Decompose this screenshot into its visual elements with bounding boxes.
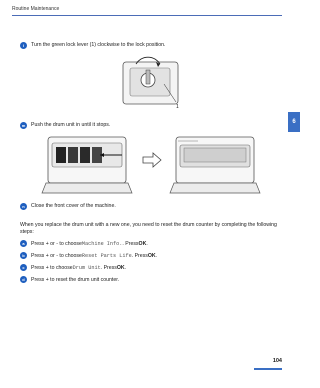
chapter-tab: 6 (288, 112, 300, 132)
step-text: Push the drum unit in until it stops. (31, 122, 111, 128)
step-text-post: . (155, 252, 158, 259)
menu-option: Drum Unit (72, 264, 101, 271)
step-text-mid: . Press (122, 240, 139, 247)
reset-counter-intro: When you replace the drum unit with a new one, you need to reset the drum counter by completing the following steps: (20, 222, 277, 236)
step-text-mid: . Press (100, 264, 117, 271)
menu-option: Machine Info. (81, 240, 123, 247)
step-text-pre: Press + to reset the drum unit counter. (31, 276, 120, 283)
step-badge: b (20, 252, 27, 259)
step-text-mid: . Press (131, 252, 148, 259)
step-badge: c (20, 264, 27, 271)
step-badge: d (20, 276, 27, 283)
reset-step-1 (20, 240, 148, 247)
ok-key: OK (116, 264, 125, 271)
step-push-drum (20, 122, 110, 129)
page-number: 104 (272, 358, 282, 364)
header-title: Routine Maintenance (12, 6, 60, 12)
ok-key: OK (147, 252, 156, 259)
step-badge: l (20, 42, 27, 49)
reset-step-4 (20, 276, 119, 283)
step-text: Turn the green lock lever (1) clockwise to the lock position. (31, 42, 166, 48)
step-badge: m (21, 123, 26, 128)
footer-accent-bar (254, 368, 282, 370)
ok-key: OK (138, 240, 147, 247)
step-text-pre: Press + to choose (31, 264, 73, 271)
reset-step-2 (20, 252, 157, 259)
step-text-post: . (124, 264, 127, 271)
step-close-cover (20, 203, 116, 210)
step-text-post: . (146, 240, 148, 247)
header-rule (12, 15, 282, 16)
right-arrow-icon (142, 152, 162, 168)
printer-drum-open-illustration (40, 133, 135, 195)
step-text-pre: Press + or - to choose (31, 240, 82, 247)
step-badge: a (20, 240, 27, 247)
reset-step-3 (20, 264, 126, 271)
step-text: Close the front cover of the machine. (31, 203, 116, 209)
step-lock-lever (20, 42, 165, 49)
menu-option: Reset Parts Life (81, 252, 132, 259)
lock-lever-illustration (118, 54, 188, 114)
step-badge: n (20, 203, 27, 210)
step-text-pre: Press + or - to choose (31, 252, 82, 259)
figure-callout: 1 (176, 104, 179, 110)
printer-drum-inserted-illustration (168, 133, 263, 195)
